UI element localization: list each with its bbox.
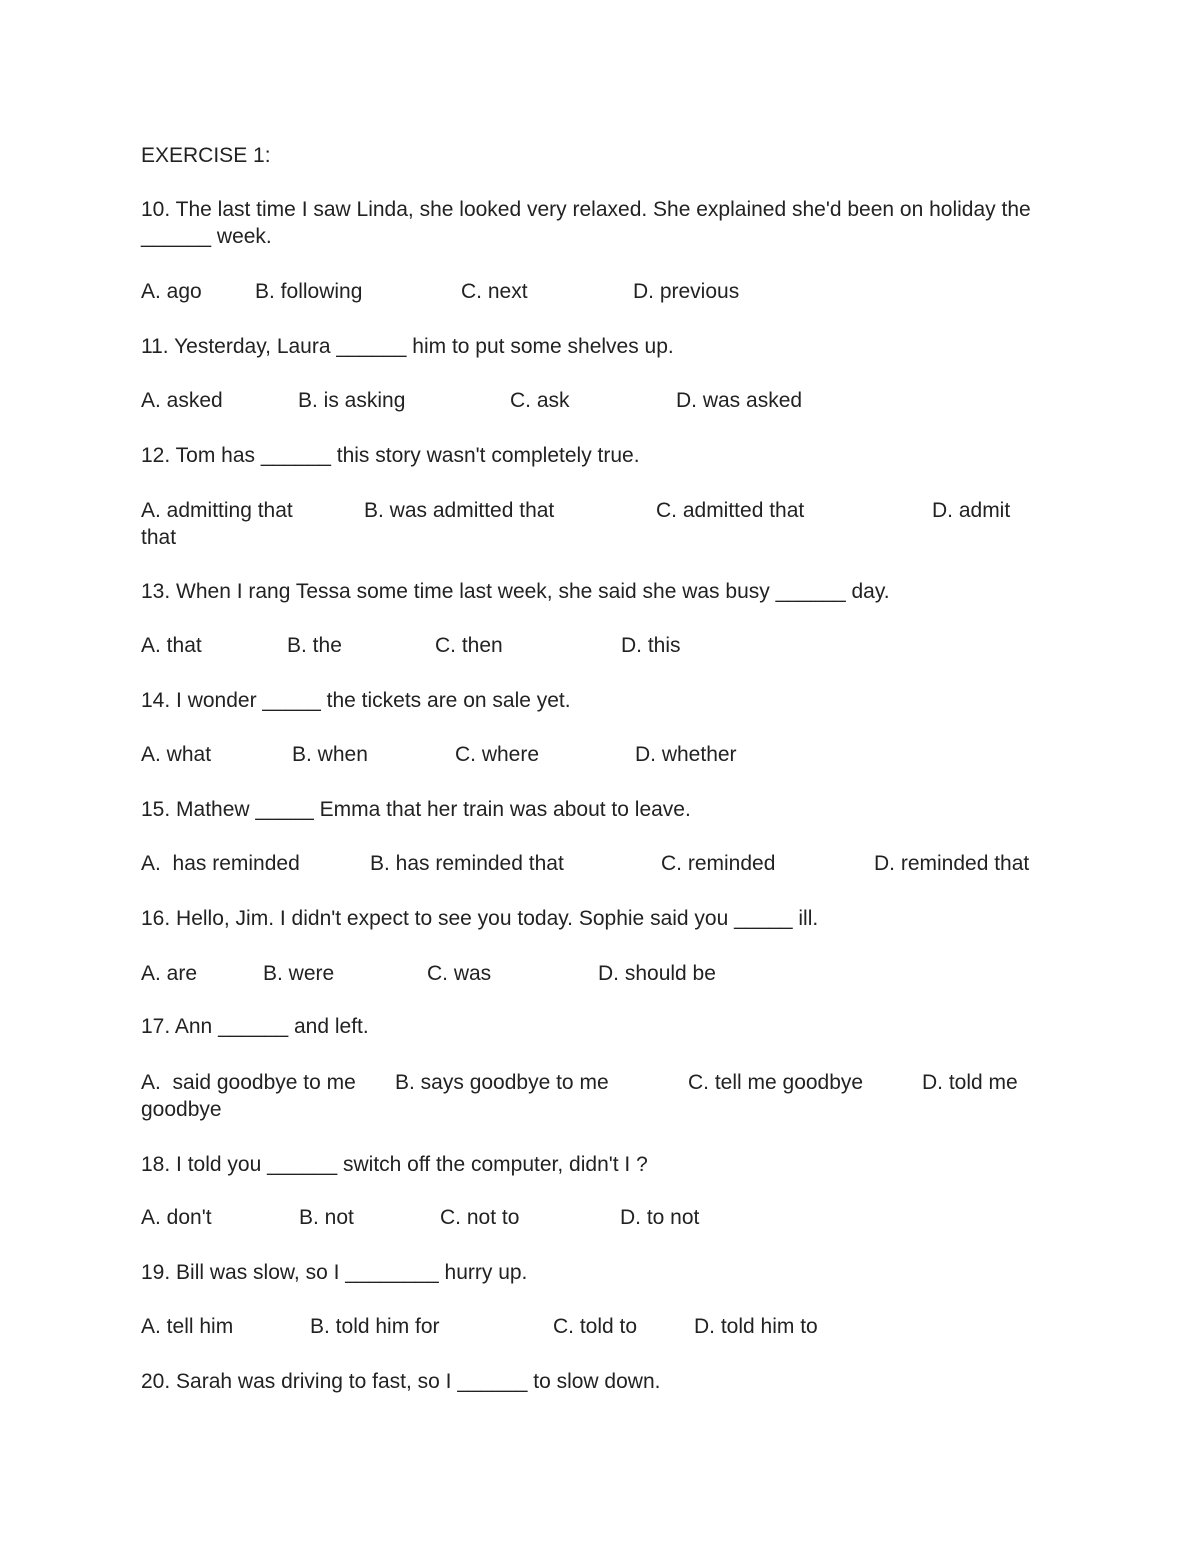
option-b: B. the: [287, 634, 342, 657]
question-15-options: [0, 850, 1200, 877]
option-b: B. following: [255, 280, 363, 303]
option-a: A. that: [141, 634, 202, 657]
option-b: B. not: [299, 1206, 354, 1229]
option-c: C. where: [455, 743, 540, 766]
question-12-option-continuation: that: [141, 526, 177, 549]
question-16-stem: 16. Hello, Jim. I didn't expect to see you today. Sophie said you _____ ill.: [141, 907, 819, 930]
option-a: A. ago: [141, 280, 202, 303]
question-15-stem: 15. Mathew _____ Emma that her train was about to leave.: [141, 798, 691, 821]
option-a: A. tell him: [141, 1315, 234, 1338]
question-20-stem: 20. Sarah was driving to fast, so I ______ to slow down.: [141, 1370, 661, 1393]
question-13-stem: 13. When I rang Tessa some time last week, she said she was busy ______ day.: [141, 580, 890, 603]
option-a: A. said goodbye to me: [141, 1071, 356, 1094]
option-d: D. previous: [633, 280, 740, 303]
option-d: D. was asked: [676, 389, 803, 412]
question-17-stem: 17. Ann ______ and left.: [141, 1015, 369, 1038]
option-a: A. what: [141, 743, 212, 766]
option-b: B. has reminded that: [370, 852, 564, 875]
option-b: B. was admitted that: [364, 499, 555, 522]
question-11-stem: 11. Yesterday, Laura ______ him to put some shelves up.: [141, 335, 674, 358]
option-c: C. next: [461, 280, 528, 303]
question-10-stem: 10. The last time I saw Linda, she looked very relaxed. She explained she'd been on holiday the ______ week.: [141, 198, 1031, 248]
question-14-options: [0, 741, 1200, 768]
option-c: C. told to: [553, 1315, 638, 1338]
option-b: B. is asking: [298, 389, 406, 412]
option-d: D. told me: [922, 1071, 1018, 1094]
option-d: D. reminded that: [874, 852, 1030, 875]
question-17-option-continuation: goodbye: [141, 1098, 222, 1121]
option-c: C. ask: [510, 389, 570, 412]
question-19-options: [0, 1313, 1200, 1340]
question-12-stem: 12. Tom has ______ this story wasn't completely true.: [141, 444, 640, 467]
question-17-options: [0, 1069, 1200, 1096]
option-c: C. reminded: [661, 852, 776, 875]
option-a: A. has reminded: [141, 852, 300, 875]
option-c: C. then: [435, 634, 503, 657]
option-d: D. told him to: [694, 1315, 818, 1338]
option-d: D. this: [621, 634, 681, 657]
question-19-stem: 19. Bill was slow, so I ________ hurry up.: [141, 1261, 528, 1284]
option-a: A. admitting that: [141, 499, 293, 522]
option-d: D. whether: [635, 743, 737, 766]
question-16-options: [0, 960, 1200, 987]
exercise-title: EXERCISE 1:: [141, 144, 271, 167]
option-d: D. to not: [620, 1206, 700, 1229]
question-11-options: [0, 387, 1200, 414]
option-a: A. don't: [141, 1206, 212, 1229]
question-18-options: [0, 1204, 1200, 1231]
option-d: D. should be: [598, 962, 716, 985]
option-b: B. were: [263, 962, 335, 985]
question-14-stem: 14. I wonder _____ the tickets are on sale yet.: [141, 689, 571, 712]
option-c: C. not to: [440, 1206, 520, 1229]
question-13-options: [0, 632, 1200, 659]
option-d: D. admit: [932, 499, 1011, 522]
option-a: A. asked: [141, 389, 223, 412]
option-c: C. admitted that: [656, 499, 805, 522]
question-12-options: [0, 497, 1200, 524]
option-c: C. tell me goodbye: [688, 1071, 864, 1094]
option-c: C. was: [427, 962, 492, 985]
question-18-stem: 18. I told you ______ switch off the computer, didn't I ?: [141, 1153, 648, 1176]
option-a: A. are: [141, 962, 198, 985]
option-b: B. told him for: [310, 1315, 440, 1338]
option-b: B. when: [292, 743, 368, 766]
option-b: B. says goodbye to me: [395, 1071, 609, 1094]
question-10-options: [0, 278, 1200, 305]
